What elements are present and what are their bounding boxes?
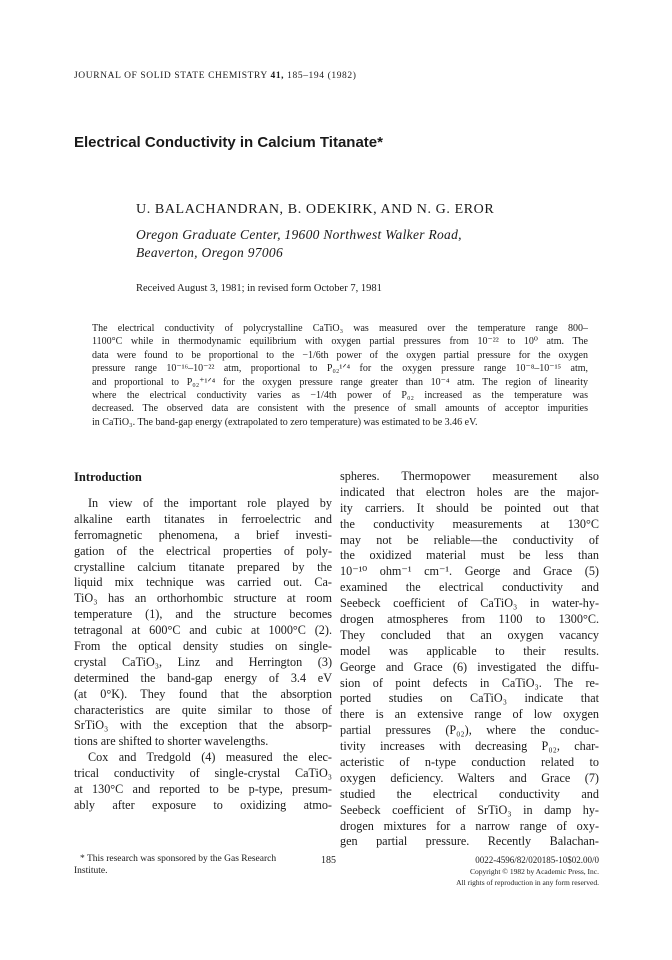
journal-name: JOURNAL OF SOLID STATE CHEMISTRY [74, 71, 268, 81]
body-line: drogen mixtures for a narrow range of oxy- [340, 818, 599, 833]
affiliation-line: Beaverton, Oregon 97006 [136, 245, 283, 260]
footnote [74, 853, 332, 877]
body-line: there is an extensive range of low oxygen [340, 707, 599, 722]
copyright-block [394, 855, 599, 888]
body-line: ity carriers. It should be pointed out that [340, 500, 599, 515]
body-line: studied the electrical conductivity and [340, 786, 599, 801]
body-line: acteristic of n-type conduction related to [340, 755, 599, 770]
body-line: crystal CaTiO₃, Linz and Herrington (3) [74, 654, 332, 669]
abstract-line: decreased. The observed data are consistent with the presence of small amounts of acceptor impurities [92, 403, 588, 415]
body-line: partial pressures (P₀₂), where the conduc- [340, 723, 599, 738]
body-line: oxygen deficiency. Walters and Grace (7) [340, 770, 599, 785]
abstract-line: 1100°C while in thermodynamic equilibrium with oxygen partial pressures from 10⁻²² to 10⁰ atm. The [92, 336, 588, 348]
copyright-notice: Copyright © 1982 by Academic Press, Inc. [469, 867, 599, 876]
abstract-line: pressure range 10⁻¹⁶–10⁻²² atm, proportional to P₀₂¹ᐟ⁴ for the oxygen pressure range 10⁻⁸–10⁻¹⁵ atm, [92, 363, 588, 375]
footnote-line: * This research was sponsored by the Gas Research [80, 854, 277, 864]
body-line: They concluded that an oxygen vacancy [340, 627, 599, 642]
rights-notice: All rights of reproduction in any form reserved. [456, 878, 599, 887]
body-line: temperature (1), and the structure becomes [74, 607, 332, 622]
body-line: SrTiO₃ with the exception that the absorp- [74, 718, 332, 733]
body-line: tions are shifted to shorter wavelengths. [74, 734, 269, 749]
author-affiliation [136, 226, 462, 262]
abstract-line: in CaTiO₃. The band-gap energy (extrapolated to zero temperature) was estimated to be 3.46 eV. [92, 416, 478, 428]
body-line: examined the electrical conductivity and [340, 580, 599, 595]
abstract-line: The electrical conductivity of polycrystalline CaTiO₃ was measured over the temperature range 800– [92, 323, 588, 334]
body-line: George and Grace (6) investigated the diffu- [340, 659, 599, 674]
body-line: sion of point defects in CaTiO₃. The re- [340, 675, 599, 690]
body-line: trical conductivity of single-crystal CaTiO₃ [74, 766, 332, 781]
received-date: Received August 3, 1981; in revised form October 7, 1981 [136, 283, 382, 294]
body-column-right [340, 469, 599, 850]
body-line: Seebeck coefficient of CaTiO₃ in water-hy- [340, 596, 599, 611]
paper-title: Electrical Conductivity in Calcium Titanate* [74, 134, 383, 151]
body-line: indicated that electron holes are the major- [340, 484, 599, 499]
body-line: at 130°C and reported to be p-type, presum- [74, 782, 332, 797]
body-line: Seebeck coefficient of SrTiO₃ in damp hy- [340, 802, 599, 817]
body-line: the conductivity measurements at 130°C [340, 516, 599, 531]
body-line: Cox and Tredgold (4) measured the elec- [88, 750, 332, 765]
body-line: the oxidized material must be less than [340, 548, 599, 563]
body-line: gation of the electrical properties of poly- [74, 543, 332, 558]
body-line: tivity increases with decreasing P₀₂, char- [340, 739, 599, 754]
section-heading-introduction: Introduction [74, 470, 142, 484]
body-line: determined the band-gap energy of 3.4 eV [74, 670, 332, 685]
body-line: ported studies on CaTiO₃ indicate that [340, 691, 599, 706]
body-line: ferromagnetic phenomena, a brief investi- [74, 527, 332, 542]
body-line: liquid mix technique was carried out. Ca- [74, 575, 332, 590]
body-line: characteristics are quite similar to those of [74, 702, 332, 717]
body-line: 10⁻¹⁰ ohm⁻¹ cm⁻¹. George and Grace (5) [340, 564, 599, 579]
abstract-line: where the electrical conductivity varies as −1/4th power of P₀₂ increased as the temperature was [92, 389, 588, 401]
body-line: drogen atmospheres from 1100 to 1300°C. [340, 612, 599, 627]
body-line: crystalline calcium titanate prepared by the [74, 559, 332, 574]
journal-header [74, 71, 357, 81]
page-number: 185 [321, 855, 336, 866]
body-line: ably after exposure to oxidizing atmo- [74, 797, 332, 812]
body-line: In view of the important role played by [88, 496, 332, 510]
body-line: (at 0°K). They found that the absorption [74, 686, 332, 701]
body-line: alkaline earth titanates in ferroelectric and [74, 511, 332, 526]
journal-volume: 41, [270, 71, 285, 81]
affiliation-line: Oregon Graduate Center, 19600 Northwest Walker Road, [136, 227, 462, 242]
author-list: U. BALACHANDRAN, B. ODEKIRK, AND N. G. EROR [136, 202, 495, 217]
body-line: spheres. Thermopower measurement also [340, 469, 599, 483]
body-column-left [74, 496, 332, 814]
footnote-line: Institute. [74, 866, 108, 876]
body-line: TiO₃ has an orthorhombic structure at room [74, 591, 332, 606]
abstract [92, 322, 588, 429]
journal-pages-year: 185–194 (1982) [287, 71, 357, 81]
body-line: From the optical density studies on single- [74, 639, 332, 654]
body-line: may not be reliable—the conductivity of [340, 532, 599, 547]
body-line: gen partial pressure. Recently Balachan- [340, 834, 599, 849]
abstract-line: data were found to be proportional to the −1/6th power of the oxygen partial pressure for the oxygen [92, 349, 588, 361]
body-line: tetragonal at 600°C and cubic at 1000°C (2). [74, 623, 332, 638]
issn-code: 0022-4596/82/020185-10$02.00/0 [475, 855, 599, 865]
abstract-line: and proportional to P₀₂⁺¹ᐟ⁴ for the oxygen pressure range greater than 10⁻⁴ atm. The region of linearity [92, 376, 588, 388]
body-line: model was applicable to their results. [340, 643, 599, 658]
